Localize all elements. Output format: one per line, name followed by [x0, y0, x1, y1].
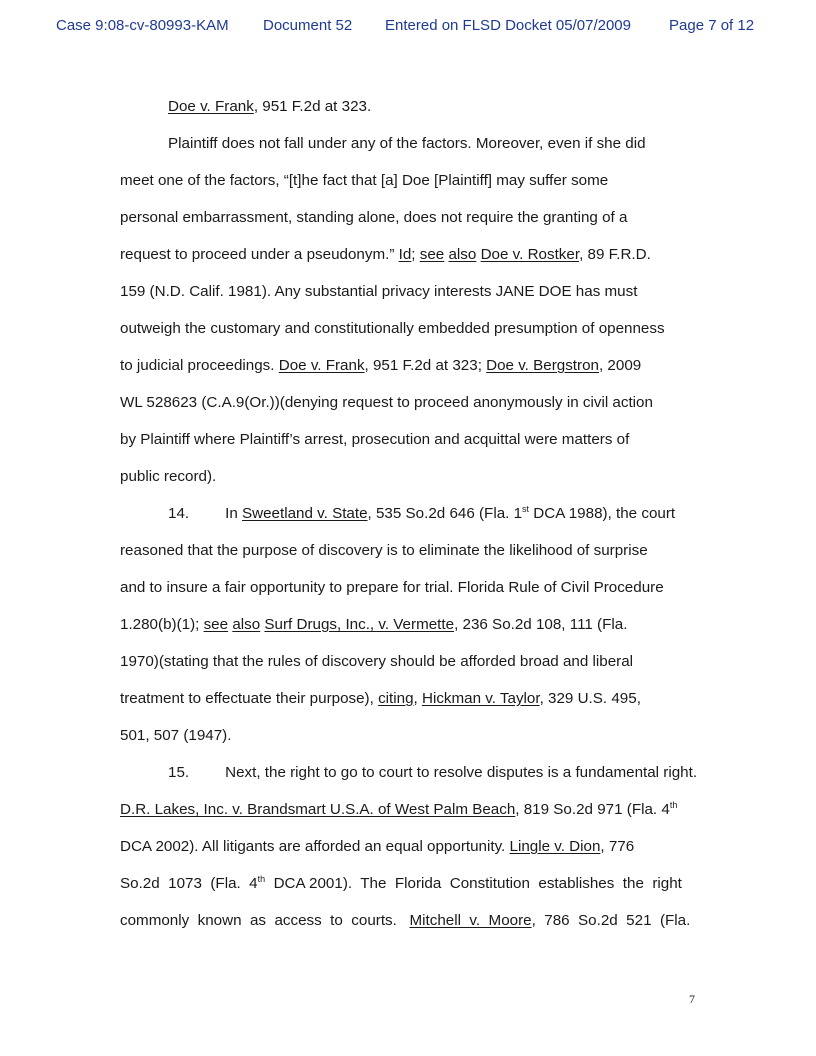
text-line: personal embarrassment, standing alone, does not require the granting of a	[120, 209, 628, 226]
text-line: 1.280(b)(1); see also Surf Drugs, Inc., v. Vermette, 236 So.2d 108, 111 (Fla.	[120, 616, 628, 633]
case-citation: Sweetland v. State	[242, 505, 368, 522]
paragraph-15-start: 15. Next, the right to go to court to resolve disputes is a fundamental right.	[168, 764, 698, 781]
text-line: by Plaintiff where Plaintiff’s arrest, prosecution and acquittal were matters of	[120, 431, 630, 448]
case-citation: Doe v. Rostker	[480, 246, 580, 263]
text-line: 159 (N.D. Calif. 1981). Any substantial privacy interests JANE DOE has must	[120, 283, 638, 300]
text-line: DCA 2002). All litigants are afforded an equal opportunity. Lingle v. Dion, 776	[120, 838, 635, 855]
document-body	[120, 93, 718, 944]
text-line: So.2d 1073 (Fla. 4th DCA 2001). The Florida Constitution establishes the right	[120, 873, 682, 892]
case-citation: Hickman v. Taylor	[421, 690, 540, 707]
text-line: 1970)(stating that the rules of discovery should be afforded broad and liberal	[120, 653, 634, 670]
paragraph-number: 15.	[168, 764, 190, 781]
case-citation: D.R. Lakes, Inc. v. Brandsmart U.S.A. of West Palm Beach	[120, 801, 516, 818]
case-citation: Doe v. Frank	[168, 98, 254, 115]
case-citation: Doe v. Bergstron	[486, 357, 599, 374]
case-number: Case 9:08-cv-80993-KAM	[56, 17, 229, 34]
document-number: Document 52	[263, 17, 353, 34]
page-of-total: Page 7 of 12	[669, 17, 755, 34]
text-line: meet one of the factors, “[t]he fact that [a] Doe [Plaintiff] may suffer some	[120, 172, 609, 189]
text-line: public record).	[120, 468, 217, 485]
text-line: request to proceed under a pseudonym.” Id; see also Doe v. Rostker, 89 F.R.D.	[120, 246, 651, 263]
docket-entry: Entered on FLSD Docket 05/07/2009	[385, 17, 631, 34]
text-line: to judicial proceedings. Doe v. Frank, 951 F.2d at 323; Doe v. Bergstron, 2009	[120, 357, 642, 374]
text-line: reasoned that the purpose of discovery is to eliminate the likelihood of surprise	[120, 542, 648, 559]
case-citation: Lingle v. Dion	[509, 838, 601, 855]
paragraph-number: 14.	[168, 505, 190, 522]
text-line: outweigh the customary and constitutionally embedded presumption of openness	[120, 320, 665, 337]
text-line: 501, 507 (1947).	[120, 727, 232, 744]
case-citation: Mitchell v. Moore	[409, 912, 532, 929]
text-line: WL 528623 (C.A.9(Or.))(denying request to proceed anonymously in civil action	[120, 394, 653, 411]
paragraph-14-start: 14. In Sweetland v. State, 535 So.2d 646 (Fla. 1st DCA 1988), the court	[168, 503, 676, 522]
case-citation: Surf Drugs, Inc., v. Vermette	[264, 616, 455, 633]
text-line: commonly known as access to courts. Mitchell v. Moore, 786 So.2d 521 (Fla.	[120, 912, 691, 929]
text-line: treatment to effectuate their purpose), citing, Hickman v. Taylor, 329 U.S. 495,	[120, 690, 641, 707]
case-citation: Doe v. Frank	[278, 357, 365, 374]
text-line: and to insure a fair opportunity to prepare for trial. Florida Rule of Civil Procedure	[120, 579, 664, 596]
text-line: Plaintiff does not fall under any of the factors. Moreover, even if she did	[168, 135, 646, 152]
text-line: Doe v. Frank, 951 F.2d at 323.	[168, 98, 372, 115]
page-number: 7	[689, 992, 695, 1006]
text-line: D.R. Lakes, Inc. v. Brandsmart U.S.A. of West Palm Beach, 819 So.2d 971 (Fla. 4th	[120, 799, 678, 818]
